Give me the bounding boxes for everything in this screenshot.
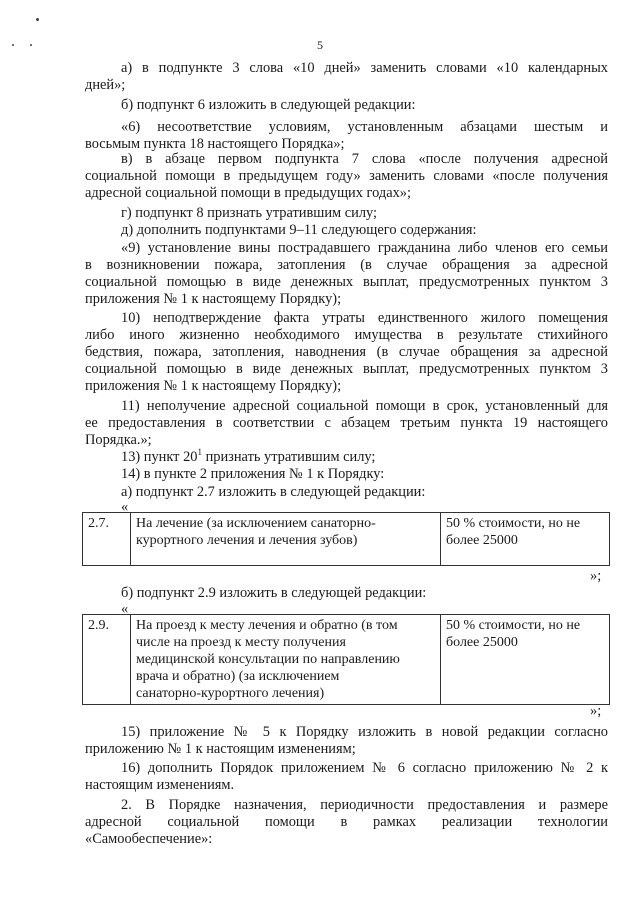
paragraph-10-line-5: приложения № 1 к настоящему Порядку); [85,378,342,394]
paragraph-15-line-2: приложению № 1 к настоящим изменениям; [85,741,356,757]
table-cell-amount-line: 50 % стоимости, но не [446,618,581,633]
paragraph-13-after: признать утратившим силу; [201,449,376,465]
paragraph-14: 14) в пункте 2 приложения № 1 к Порядку: [121,466,385,482]
paragraph-9-line-3: социальной помощью в виде денежных выплат, предусмотренных пунктом 3 [85,274,608,290]
paragraph-13-before: 13) пункт 20 [121,449,198,465]
paragraph-15-line-1: 15) приложение № 5 к Порядку изложить в новой редакции согласно [121,724,608,740]
paragraph-6-line-2: восьмым пункта 18 настоящего Порядка»; [85,136,345,152]
table-cell-amount-line: более 25000 [446,533,518,548]
table-cell-description-line: курортного лечения и лечения зубов) [136,533,358,548]
table-cell-number: 2.9. [83,615,131,705]
table-subpoint-2-7 [82,512,610,566]
scan-speck [30,44,32,46]
scan-speck [36,18,39,21]
table-cell-description [131,513,441,566]
paragraph-9-line-2: в возникновении пожара, затопления (в случае обращения за адресной [85,257,608,273]
table-cell-description-line: врача и обратно) (за исключением [136,669,340,684]
table-cell-description-line: На лечение (за исключением санаторно- [136,516,376,531]
paragraph-a-line-1: а) в подпункте 3 слова «10 дней» заменить словами «10 календарных [121,60,608,76]
paragraph-2-line-2: адресной социальной помощи в рамках реализации технологии [85,814,608,830]
table-cell-description-line: числе на проезд к месту получения [136,635,346,650]
table-cell-description-line: санаторно-курортного лечения) [136,686,325,701]
paragraph-d: д) дополнить подпунктами 9–11 следующего содержания: [121,222,477,238]
table-cell-number: 2.7. [83,513,131,566]
scan-speck [12,44,14,46]
paragraph-9-line-1: «9) установление вины пострадавшего гражданина либо членов его семьи [121,240,608,256]
close-quote-1: »; [590,568,602,584]
open-quote-2: « [121,601,129,617]
paragraph-10-line-4: социальной помощью в виде денежных выплат, предусмотренных пунктом 3 [85,361,608,377]
paragraph-14a: а) подпункт 2.7 изложить в следующей редакции: [121,484,426,500]
paragraph-13-superscript: 1 [197,447,202,458]
page-number: 5 [317,38,323,52]
paragraph-10-line-3: бедствия, пожара, затопления, наводнения (в случае обращения за адресной [85,344,608,360]
paragraph-11-line-2: ее предоставления в соответствии с абзацем третьим пункта 19 настоящего [85,415,608,431]
paragraph-11-line-3: Порядка.»; [85,432,152,448]
table-subpoint-2-9 [82,614,610,705]
open-quote-1: « [121,499,129,515]
paragraph-a-line-2: дней»; [85,77,126,93]
paragraph-11-line-1: 11) неполучение адресной социальной помощи в срок, установленный для [121,398,608,414]
paragraph-v-line-2: социальной помощи в предыдущем году» заменить словами «после получения [85,168,608,184]
table-cell-amount-line: 50 % стоимости, но не [446,516,581,531]
table-cell-amount-line: более 25000 [446,635,518,650]
close-quote-2: »; [590,703,602,719]
paragraph-v-line-3: адресной социальной помощи в предыдущих годах»; [85,185,411,201]
paragraph-9-line-4: приложения № 1 к настоящему Порядку); [85,291,342,307]
table-row [83,615,610,705]
table-cell-description-line: На проезд к месту лечения и обратно (в том [136,618,398,633]
paragraph-16-line-2: настоящим изменениям. [85,777,235,793]
paragraph-v-line-1: в) в абзаце первом подпункта 7 слова «после получения адресной [121,151,608,167]
table-cell-description [131,615,441,705]
table-cell-amount [441,615,610,705]
table-row [83,513,610,566]
paragraph-10-line-2: либо иного жизненно необходимого имущества в результате стихийного [85,327,608,343]
paragraph-14b: б) подпункт 2.9 изложить в следующей редакции: [121,585,427,601]
paragraph-g: г) подпункт 8 признать утратившим силу; [121,205,378,221]
table-cell-amount [441,513,610,566]
paragraph-6-line-1: «6) несоответствие условиям, установленным абзацами шестым и [121,119,608,135]
paragraph-10-line-1: 10) неподтверждение факта утраты единственного жилого помещения [121,310,608,326]
table-cell-description-line: медицинской консультации по направлению [136,652,400,667]
paragraph-2-line-1: 2. В Порядке назначения, периодичности предоставления и размере [121,797,608,813]
paragraph-b: б) подпункт 6 изложить в следующей редакции: [121,97,416,113]
paragraph-16-line-1: 16) дополнить Порядок приложением № 6 согласно приложению № 2 к [121,760,608,776]
paragraph-2-line-3: «Самообеспечение»: [85,831,213,847]
paragraph-13 [121,449,375,466]
